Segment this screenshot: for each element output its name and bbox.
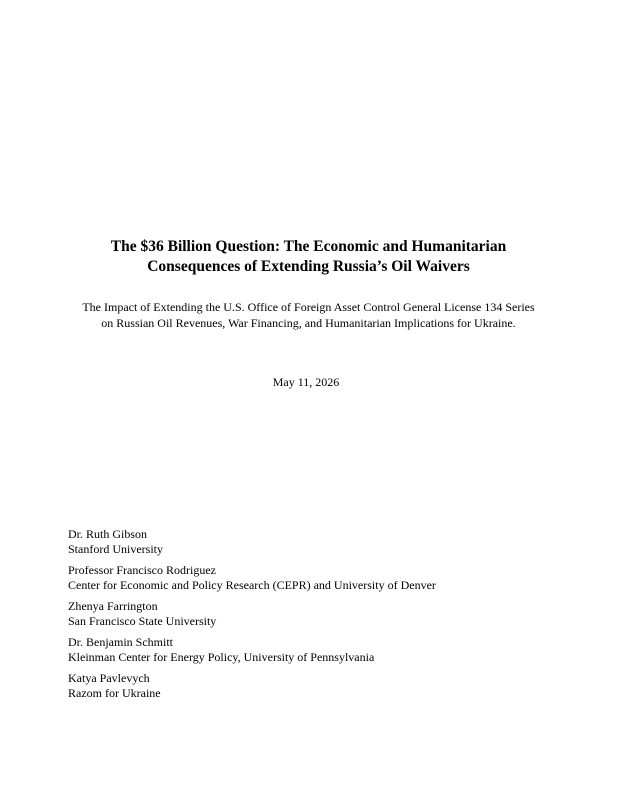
author-name: Professor Francisco Rodriguez <box>68 563 216 577</box>
document-subtitle-line-1: The Impact of Extending the U.S. Office of Foreign Asset Control General License 134 Series <box>82 300 535 314</box>
author-affiliation: Stanford University <box>68 542 163 556</box>
author-affiliation: Kleinman Center for Energy Policy, University of Pennsylvania <box>68 650 375 664</box>
document-title-line-2: Consequences of Extending Russia’s Oil Waivers <box>147 258 470 275</box>
author-name: Dr. Ruth Gibson <box>68 527 148 541</box>
document-title-line-1: The $36 Billion Question: The Economic and Humanitarian <box>110 238 507 255</box>
author-name: Dr. Benjamin Schmitt <box>68 635 173 649</box>
author-name: Katya Pavlevych <box>68 671 150 685</box>
author-entry <box>68 599 588 629</box>
author-affiliation: San Francisco State University <box>68 614 217 628</box>
author-entry <box>68 635 588 665</box>
author-affiliation: Razom for Ukraine <box>68 686 161 700</box>
author-list <box>68 527 588 707</box>
author-affiliation: Center for Economic and Policy Research (CEPR) and University of Denver <box>68 578 436 592</box>
author-entry <box>68 527 588 557</box>
author-entry <box>68 671 588 701</box>
document-date: May 11, 2026 <box>272 375 340 389</box>
author-name: Zhenya Farrington <box>68 599 158 613</box>
document-subtitle-line-2: on Russian Oil Revenues, War Financing, and Humanitarian Implications for Ukraine. <box>101 316 516 330</box>
author-entry <box>68 563 588 593</box>
